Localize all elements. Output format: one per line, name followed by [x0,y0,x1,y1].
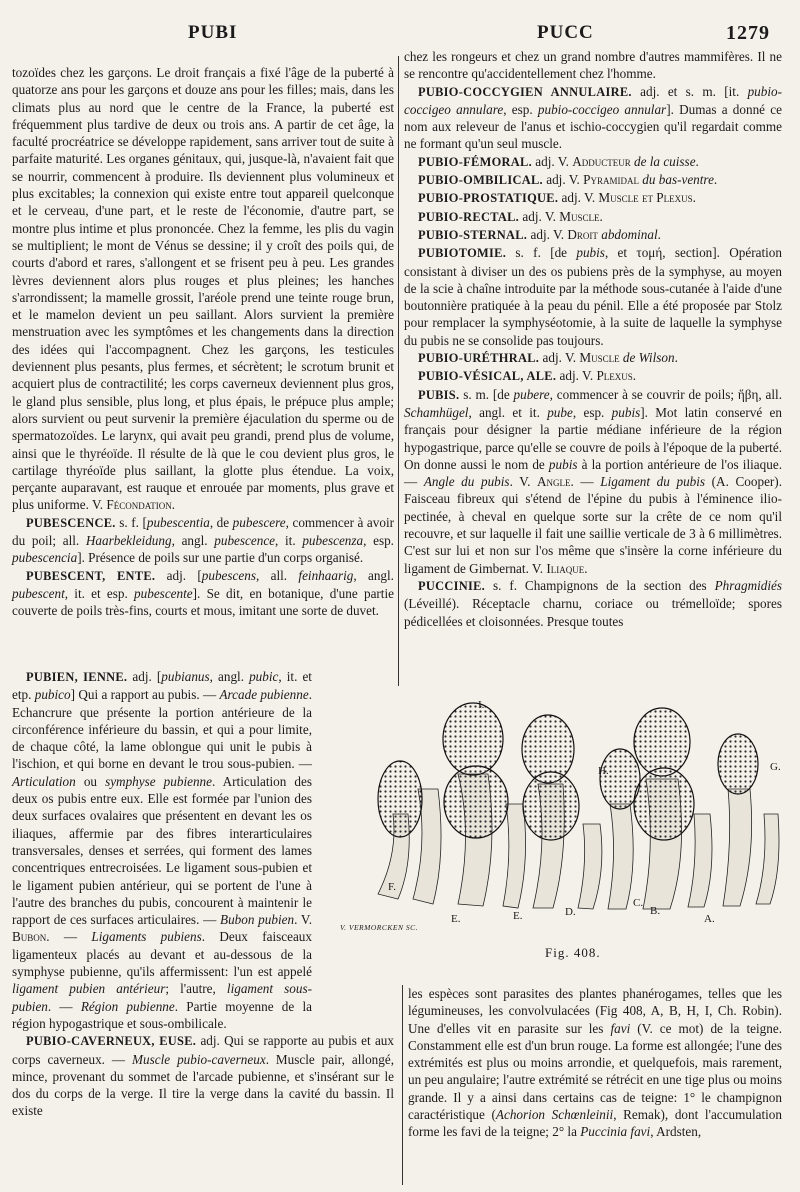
text-run: pubio-coccigeo annular [537,101,667,117]
text-run: — [573,474,601,490]
text-run: Muscle et Plexus. [598,190,696,206]
text-run: Droit [567,226,598,242]
text-run: (A. Cooper). Faisceau fibreux qui s'étend de l'épine du pubis à l'éminence ilio-pectinée, à cheval en quelque sorte sur la crête de ce nom qu'il recouvre, et sur laquelle il fait une saillie verticale de 3 à 6 millimètres. C'est sur lui et non sur l'os même que s'insère la corne inférieure du ligament de Gimbernat. V. [404,474,782,576]
text-run: adj. V. [532,153,573,169]
text-run: pubianus [161,669,210,684]
text-run: . Echancrure que présente la portion antérieure de la circonférence inférieure du bassin, et qui a pour limite, de chaque côté, la lame oblongue qui unit le pubis à l'ischion, et qui borne en devant le trou sous-pubien. — [12,687,312,772]
text-run: de Wilson [619,350,675,366]
entry-puberte-continuation: tozoïdes chez les garçons. Le droit français a fixé l'âge de la puberté à quatorze ans pour les garçons et douze ans pour les filles; mais, dans les climats plus au nord que le centre de la France, la puberté est fréquemment plus tardive de deux ou trois ans. A partir de cet âge, la faculté procréatrice se développe rapidement, sans arriver tout de suite à parfaite maturité. Les organes génitaux, qui, jusque-là, n'avaient fait que se nourrir, commencent à produire. Ils deviennent plus volumineux et plus excitables; la connexion qui existe entre tout appareil quelconque et le cerveau, d'une part, et le reste de l'économie, d'autre part, se montre plus intime et plus prononcée. Chez la femme, les plis du vagin se multiplient; le mont de Vénus se dessine; il y croît des poils qui, de courts d'abord et rares, s'allongent et se frisent peu à peu. Les grandes lèvres deviennent alors plus rouges et plus pleines; les hanches s'arrondissent; la mamelle grossit, l'aréole prend une teinte rouge brun, et le mamelon devient un peu saillant. Alors survient la première menstruation avec les symptômes et les changements dans la direction des idées qui l'accompagnent. Chez les garçons, les testicules deviennent plus pesants, plus fermes, et sécrètent; le scrotum brunit et acquiert plus de contractilité; les corps caverneux deviennent plus gros, le gland plus sensible, plus long, et plus épais, le prépuce plus ample; alors survient ou peut survenir la première éjaculation du sperme ou de spermatozoïdes. Le larynx, qui avait peu grandi, prend plus de volume, ainsi que le thyréoïde. Il résulte de là que le cou devient plus gros, le cartilage thyréoïde plus saillant, la glotte plus étendue. La voix, perçante auparavant, est rauque et enrouée par moments, plus grave et plus uniforme. V. Fécondation. [12,65,394,513]
text-run: , commencer à avoir du poil; all. [12,514,394,549]
headword: PUBIOTOMIE. [418,246,507,261]
text-run: , et [604,245,637,261]
entry-pubescent [12,567,394,620]
text-run: de la cuisse [630,153,696,169]
entry-pubien [12,668,312,1032]
text-run: Articulation [12,773,76,789]
headword: PUBIO-COCCYGIEN ANNULAIRE. [418,84,632,99]
text-run: . V. [294,912,312,928]
text-run: , esp. [572,404,612,420]
headword: PUBIS. [418,387,460,402]
entry-pubio-ombilical [404,171,782,189]
text-run: adj. [ [127,669,162,684]
label-B: B. [650,905,661,917]
text-run: . Deux faisceaux ligamenteux placés au devant et au-dessous de la symphyse pubienne, qu'ils affermissent: l'un est appelé [12,929,312,980]
headword: PUBIO-PROSTATIQUE. [418,191,559,206]
headword: PUBESCENCE. [26,515,116,530]
text-run: à la portion antérieure de l'os iliaque. — [404,456,782,490]
headword: PUBESCENT, ENTE. [26,568,156,583]
column-divider-lower [402,985,403,1185]
entry-pubio-urethral [404,349,782,367]
text-run: ] Qui a rapport au pubis. — [70,687,220,703]
text-run: . Partie moyenne de la région hypogastrique et sous-ombilicale. [12,998,312,1031]
text-run: . [657,226,661,242]
text-run: , it. et esp. [64,585,135,601]
text-run: , de [209,514,233,530]
column-divider [398,56,399,686]
text-run: adj. V. [527,226,568,242]
text-run: Achorion Schœnleinii [495,1107,614,1123]
text-run: pubis [548,456,578,472]
text-run: ou [75,773,106,789]
text-run: , esp. [363,533,394,549]
text-run: (Léveillé). Réceptacle charnu, coriace ou trémelloïde; spores pédicellées et cloisonnées. Presque toutes [404,596,782,629]
text-run: , Remak), dont l'accumulation forme les favi de la teigne; 2° la [408,1107,782,1140]
entry-pubio-vesical [404,367,782,385]
text-run: Ligament du pubis [600,474,706,490]
entry-pubio-sternal [404,226,782,244]
headword: PUBIO-CAVERNEUX, EUSE. [26,1034,197,1049]
text-run: ]. Présence de poils sur une partie d'un corps organisé. [77,550,364,566]
text-run: . Articulation des deux os pubis entre eux. Elle est formée par l'union des deux surfaces ovalaires que présentent en devant les os iliaques, affermie par des fibres interarticulaires transversales, denses et serrées, qui forment des lames concentriques entrecroisées. Le ligament sous-pubien et le ligament pubien antérieur, qui se portent de l'une à l'autre des branches du pubis, concourent à maintenir le rapport de ces surfaces articulaires. — [12,773,312,928]
text-run: , all. [255,567,299,583]
headword: PUBIO-OMBILICAL. [418,173,543,188]
text-run: pubere [513,386,550,402]
page-number: 1279 [726,22,770,44]
label-H: H. [598,765,609,777]
label-I: I. [478,699,485,711]
text-run: ligament pubien antérieur [12,981,166,997]
text-run: Bubon. [12,929,50,945]
text-run: pubio-coccigeo annulare [404,83,782,117]
text-run: Muscle [579,350,620,366]
text-run: . V. [509,474,537,490]
text-run: (V. ce mot) de la teigne. Constamment elle est d'un brun rouge. La forme est allongée; l'une des extrémités est plus ou moins arrondie, et quelquefois, mais rarement, un peu angulaire; l'autre extrémité se rétrécit en une tige plus ou moins grande. Il y a ainsi dans certains cas de teigne: 1° le champignon caractéristique ( [408,1020,783,1123]
entry-puccinie-continuation [408,985,782,1141]
right-column [404,48,782,630]
text-run: Arcade pubienne [219,687,309,703]
text-run: pubescence [214,533,276,549]
text-run: , angl. [171,533,215,549]
text-run: Région pubienne [80,998,175,1014]
running-head-center: PUCC [537,22,594,43]
text-run: pubescere [232,514,286,530]
entry-pubio-coccygien [404,83,782,153]
text-run: favi [610,1020,631,1036]
text-run: Angle. [536,474,574,490]
text-run: feinhaarig [298,567,354,583]
text-run: , section]. Opération consistant à diviser un des os pubiens près de la symphyse, au moyen de la scie à chaîne introduite par la méthode sous-cutanée à l'aide d'une boutonnière pratiquée à la peau du pénil. Elle a été proposée par Stolz pour remplacer la symphyséotomie, à la suite de laquelle la symphyse du pubis ne se consolide pas toujours. [404,245,782,348]
text-run: ]. Se dit, en botanique, d'une partie couverte de poils très-fins, courts et mous, imitant une sorte de duvet. [12,585,394,619]
text-run: , Ardsten, [650,1124,702,1140]
text-run: adj. Qui se rapporte au pubis et aux corps caverneux. — [12,1033,394,1067]
text-run: pubis [576,245,605,261]
text-run: pubescenza [302,533,364,549]
headword: PUBIEN, IENNE. [26,670,128,684]
text-run: pubescentia [146,514,210,530]
text-run: pubescencia [12,550,78,566]
text-run: τομή [636,245,663,261]
text-run: adj. [ [155,567,202,583]
text-run: adj. V. [539,350,580,366]
text-run: adj. V. [556,368,597,384]
running-head-left: PUBI [188,22,238,43]
text-run: Muscle pubio-caverneux [132,1051,266,1067]
text-run: pubic [249,669,279,684]
text-run: Plexus. [596,368,637,384]
text-run: ; l'autre, [165,981,227,997]
text-run: adj. V. [542,172,584,188]
text-run: symphyse pubienne [105,773,212,789]
entry-pubis [404,386,782,577]
label-A: A. [704,913,715,925]
text-run: pubis [611,404,641,420]
text-run: . [674,350,678,366]
text-run: ]. Mot latin conservé en français pour désigner la partie médiane inférieure de la région hypogastrique, parce qu'elle se couvre de poils à l'époque de la puberté. On donne aussi le nom de [404,404,782,472]
text-run: adj. et s. m. [it. [631,83,748,99]
entry-caverneux-continuation: chez les rongeurs et chez un grand nombre d'autres mammifères. Il ne se rencontre qu'accidentellement chez l'homme. [404,49,782,82]
text-run: ]. Dumas a donné ce nom aux releveur de l'anus et ischio-coccygien qu'il regardait comme ne formant qu'un seul muscle. [404,101,782,152]
text-run: Schamhügel [404,404,469,420]
text-run: Ligaments pubiens [91,929,202,945]
text-run: . [695,153,699,169]
label-G: G. [770,761,781,773]
text-run: Puccinia favi [580,1124,651,1140]
entry-pubiotomie [404,244,782,349]
text-run: adj. V. [558,190,599,206]
label-F: F. [388,881,396,893]
right-column-lower [408,985,782,1141]
text-run: Phragmidiés [714,577,782,593]
text-run: les espèces sont parasites des plantes phanérogames, telles que les légumineuses, les convolvulacées (Fig 408, A, B, H, I, Ch. Robin). Une d'elles vit en parasite sur les [408,986,782,1036]
headword: PUBIO-STERNAL. [418,227,528,242]
figure-caption: Fig. 408. [545,945,601,960]
entry-pubio-rectal [404,208,782,226]
text-run: , esp. [503,101,538,117]
headword: PUBIO-FÉMORAL. [418,154,532,169]
entry-pubio-caverneux [12,1032,394,1119]
entry-puccinie [404,577,782,630]
text-run: pubescent [12,585,65,601]
text-run: Bubon pubien [220,912,295,928]
text-run: , commencer à se couvrir de poils; [549,386,738,402]
entry-pubescence [12,514,394,567]
text-run: , angl. et it. [468,404,548,420]
text-run: , angl. [209,669,250,684]
text-run: . — [47,998,81,1014]
engraver-signature: V. VERMORCKEN SC. [340,923,418,932]
text-run: Muscle. [559,208,603,224]
text-run: ligament sous-pubien [12,981,313,1014]
left-column [12,64,394,620]
text-run: pubescens [201,567,256,583]
text-run: , all. [758,386,783,402]
text-run: Iliaque. [546,560,588,576]
text-run: . [713,172,718,188]
text-run: ἥβη [737,386,759,402]
text-run: pubico [34,687,71,703]
left-column-lower [12,668,394,1120]
text-run: Pyramidal [583,172,639,188]
headword: PUBIO-RECTAL. [418,209,520,224]
label-E1: E. [451,913,461,925]
label-C: C. [633,897,644,909]
text-run: adj. V. [519,208,560,224]
text-run: — [49,929,92,945]
text-run: , angl. [353,567,394,583]
text-run: pubescente [134,585,193,601]
entry-pubio-prostatique [404,189,782,207]
text-run: s. f. Champignons de la section des [485,577,715,593]
label-D: D. [565,906,576,918]
text-run: , it. et etp. [12,669,312,703]
text-run: Angle du pubis [423,474,510,490]
figure-408-puccinia-engraving [338,694,792,934]
label-E2: E. [513,910,523,922]
text-run: s. m. [de [459,386,514,402]
text-run: pube [547,404,573,420]
text-run: du bas-ventre [638,172,714,188]
stalks [378,774,779,909]
entry-pubio-femoral [404,153,782,171]
headword: PUCCINIE. [418,578,486,593]
text-run: s. f. [ [115,514,147,530]
text-run: . Muscle pair, allongé, mince, provenant du sommet de l'arcade pubienne, et s'insérant sur le dos du corps de la verge. Il tire la verge dans la cavité du bassin. Il existe [12,1051,394,1119]
text-run: Adducteur [572,153,631,169]
text-run: s. f. [de [506,245,577,261]
text-run: , it. [275,533,303,549]
text-run: abdominal [597,226,658,242]
text-run: Haarbekleidung [85,533,172,549]
headword: PUBIO-VÉSICAL, ALE. [418,369,557,384]
headword: PUBIO-URÉTHRAL. [418,351,540,366]
